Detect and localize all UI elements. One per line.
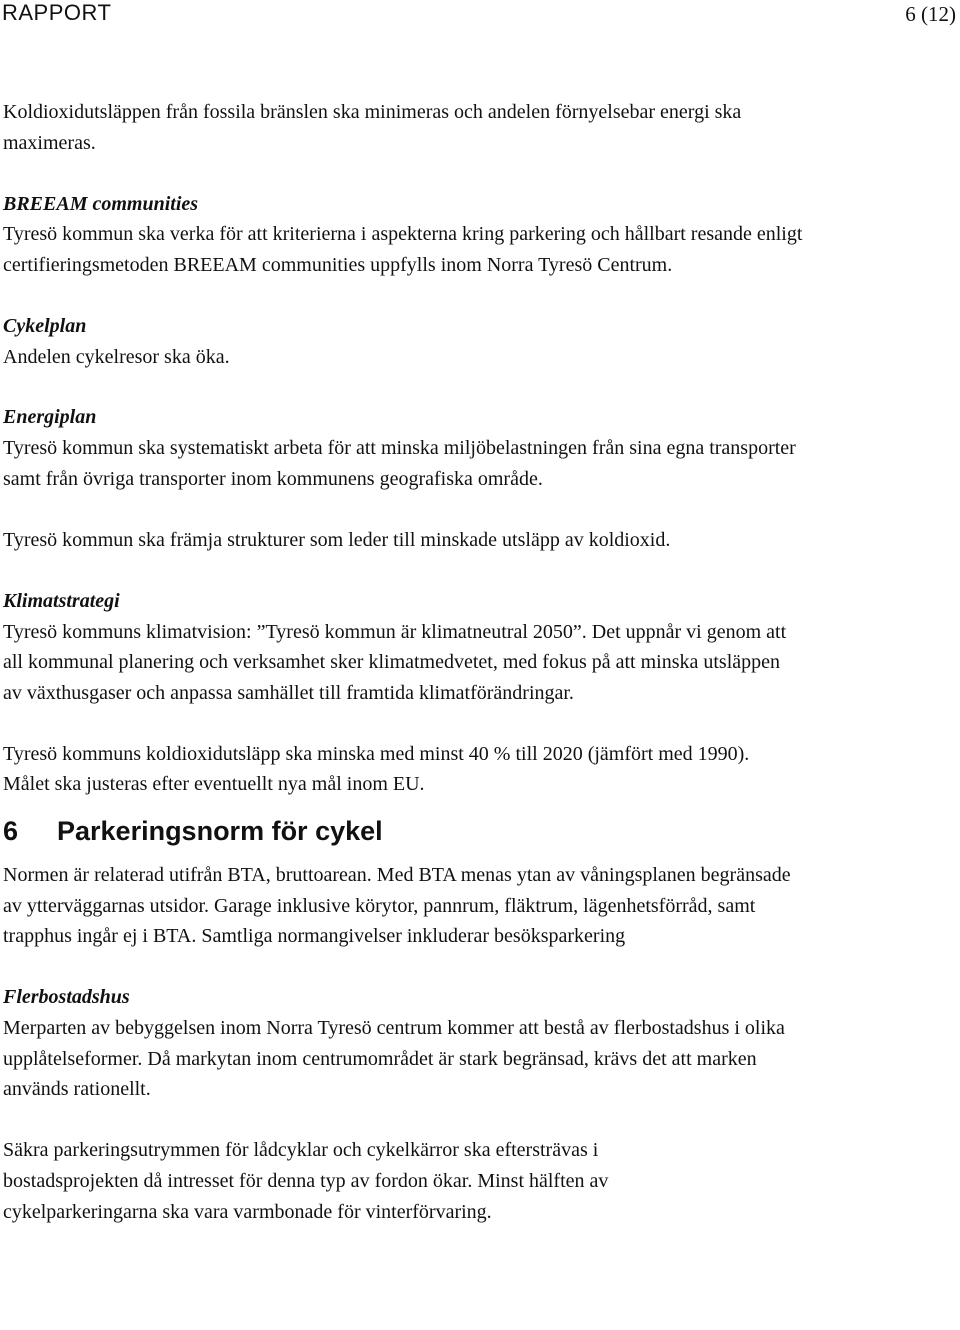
body-text <box>3 97 953 1227</box>
section-6-title: Parkeringsnorm för cykel <box>57 816 383 847</box>
heading-breeam: BREEAM communities <box>3 192 199 215</box>
heading-flerbostadshus: Flerbostadshus <box>3 986 130 1009</box>
page-number: 6 (12) <box>905 2 956 26</box>
heading-klimatstrategi: Klimatstrategi <box>3 589 120 612</box>
breeam-paragraph: Tyresö kommun ska verka för att kriterierna i aspekterna kring parkering och hållbart resande enligt certifieringsmetoden BREEAM communities uppfylls inom Norra Tyresö Centrum. <box>3 223 803 276</box>
cykelplan-paragraph: Andelen cykelresor ska öka. <box>3 345 230 368</box>
energiplan-paragraph-2: Tyresö kommun ska främja strukturer som leder till minskade utsläpp av koldioxid. <box>3 528 671 551</box>
flerbostadshus-paragraph-2: Säkra parkeringsutrymmen för lådcyklar och cykelkärror ska eftersträvas i bostadsprojekten då intresset för denna typ av fordon ökar. Minst hälften av cykelparkeringarna ska vara varmbonade för vinterförvaring. <box>3 1139 609 1223</box>
heading-energiplan: Energiplan <box>3 406 97 429</box>
klimatstrategi-paragraph-1: Tyresö kommuns klimatvision: ”Tyresö kommun är klimatneutral 2050”. Det uppnår vi genom att all kommunal planering och verksamhet sker klimatmedvetet, med fokus på att minska utsläppen av växthusgaser och anpassa samhället till framtida klimatförändringar. <box>3 620 787 704</box>
section-6-heading <box>3 812 953 850</box>
flerbostadshus-paragraph-1: Merparten av bebyggelsen inom Norra Tyresö centrum kommer att bestå av flerbostadshus i olika upplåtelseformer. Då markytan inom centrumområdet är stark begränsad, krävs det att marken används rationellt. <box>3 1017 785 1101</box>
heading-cykelplan: Cykelplan <box>3 315 87 338</box>
klimatstrategi-paragraph-2: Tyresö kommuns koldioxidutsläpp ska minska med minst 40 % till 2020 (jämfört med 1990). Målet ska justeras efter eventuellt nya mål inom EU. <box>3 742 750 796</box>
report-label: RAPPORT <box>2 0 112 25</box>
section-6-paragraph: Normen är relaterad utifrån BTA, bruttoarean. Med BTA menas ytan av våningsplanen begränsade av ytterväggarnas utsidor. Garage inklusive körytor, pannrum, fläktrum, lägenhetsförråd, samt trapphus ingår ej i BTA. Samtliga normangivelser inkluderar besöksparkering <box>3 864 791 948</box>
intro-paragraph: Koldioxidutsläppen från fossila bränslen ska minimeras och andelen förnyelsebar energi ska maximeras. <box>3 101 742 154</box>
section-6-number: 6 <box>3 816 19 847</box>
energiplan-paragraph-1: Tyresö kommun ska systematiskt arbeta för att minska miljöbelastningen från sina egna transporter samt från övriga transporter inom kommunens geografiska område. <box>3 436 796 490</box>
